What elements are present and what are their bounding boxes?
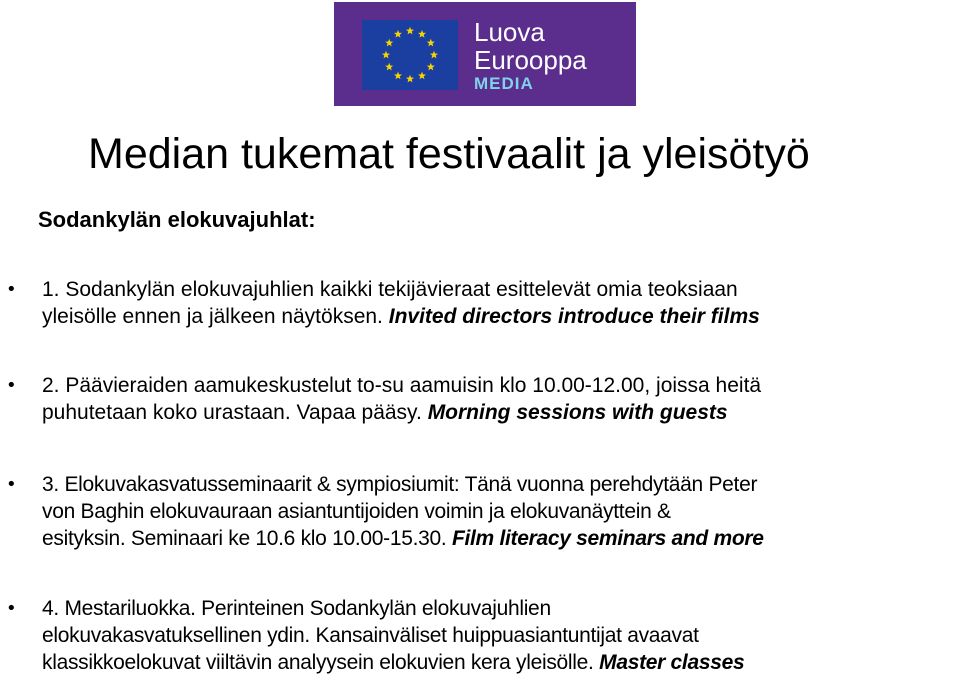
list-item-text: klassikkoelokuvat viiltävin analyysein elokuvien kera yleisölle.: [42, 651, 594, 674]
list-item-text: 3. Elokuvakasvatusseminaarit & sympiosiumit: Tänä vuonna perehdytään Peter: [42, 473, 758, 496]
list-item-4: [6, 595, 957, 676]
bullet-icon: •: [6, 375, 17, 396]
logo-line-eurooppa: Eurooppa: [474, 45, 587, 75]
english-summary: Master classes: [599, 651, 745, 674]
list-item-text: puhutetaan koko urastaan. Vapaa pääsy.: [42, 401, 422, 424]
bullet-icon: •: [6, 279, 17, 300]
list-item-text: 1. Sodankylän elokuvajuhlien kaikki tekijävieraat esittelevät omia teoksiaan: [42, 278, 738, 301]
list-item-1: [6, 276, 957, 330]
list-item-text: 2. Päävieraiden aamukeskustelut to-su aamuisin klo 10.00-12.00, joissa heitä: [42, 374, 762, 397]
english-summary: Invited directors introduce their films: [388, 305, 760, 328]
luova-eurooppa-media-logo: [334, 2, 636, 106]
bullet-icon: •: [6, 598, 17, 619]
list-item-text: elokuvakasvatuksellinen ydin. Kansainväliset huippuasiantuntijat avaavat: [42, 624, 699, 647]
list-item-text: yleisölle ennen ja jälkeen näytöksen.: [42, 305, 383, 328]
list-item-text: 4. Mestariluokka. Perinteinen Sodankylän elokuvajuhlien: [42, 597, 551, 620]
list-item-3: [6, 471, 957, 552]
english-summary: Morning sessions with guests: [427, 401, 728, 424]
bullet-icon: •: [6, 474, 17, 495]
list-item-text: esityksin. Seminaari ke 10.6 klo 10.00-15.30.: [42, 527, 447, 550]
logo-line-luova: Luova: [474, 17, 545, 47]
list-item-2: [6, 372, 957, 426]
logo-line-media: MEDIA: [474, 74, 534, 93]
english-summary: Film literacy seminars and more: [451, 527, 764, 550]
page-title: Median tukemat festivaalit ja yleisötyö: [88, 130, 810, 178]
section-subtitle: Sodankylän elokuvajuhlat:: [38, 207, 316, 232]
list-item-text: von Baghin elokuvauraan asiantuntijoiden voimin ja elokuvanäyttein &: [42, 500, 671, 523]
